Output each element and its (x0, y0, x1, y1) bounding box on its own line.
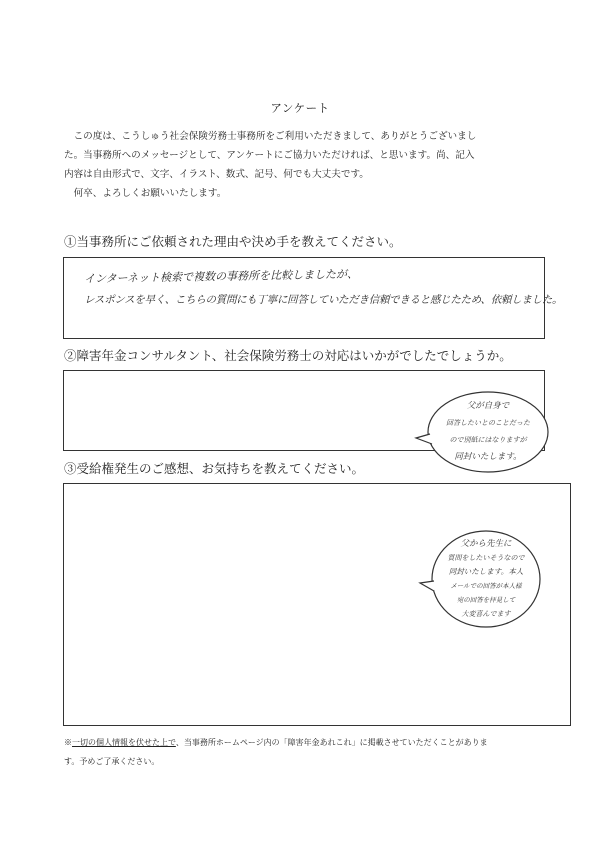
question-3-label: ③受給権発生のご感想、お気持ちを教えてください。 (64, 461, 365, 476)
privacy-note (64, 733, 544, 771)
question-1-answer-box (63, 257, 563, 339)
intro-line-1: この度は、こうしゅう社会保険労務士事務所をご利用いただきまして、ありがとうございまし (73, 131, 477, 142)
question-2-bubble-line-3: ので別紙にはなりますが (449, 436, 527, 444)
question-3-bubble-text (434, 537, 538, 621)
intro-line-2: た。当事務所へのメッセージとして、アンケートにご協力いただければ、と思います。尚、記入 (64, 150, 475, 161)
intro-line-4: 何卒、よろしくお願いいたします。 (73, 188, 227, 199)
question-3-bubble-line-1: 父から先生に (460, 539, 512, 549)
note-line-1-rest: 、当事務所ホームページ内の「障害年金あれこれ」に掲載させていただくことがありま (175, 738, 488, 747)
note-underlined: 一切の個人情報を伏せた上で (72, 738, 176, 747)
question-2-label: ②障害年金コンサルタント、社会保険労務士の対応はいかがでしたでしょうか。 (64, 348, 512, 363)
question-3-bubble-line-3: 同封いたします。本人 (448, 567, 524, 576)
question-3-bubble-line-6: 大変喜んでます (461, 610, 511, 618)
intro-text (64, 127, 544, 203)
intro-line-3: 内容は自由形式で、文字、イラスト、数式、記号、何でも大丈夫です。 (64, 169, 369, 180)
question-2-speech-bubble (412, 388, 552, 482)
question-2-bubble-line-2: 回答したいとのことだった (446, 419, 530, 427)
question-2-bubble-line-1: 父が自身で (466, 401, 510, 411)
question-3-speech-bubble (416, 527, 546, 635)
question-1-answer-line-1: インターネット検索で複数の事務所を比較しましたが、 (83, 267, 359, 286)
question-3-bubble-line-4: メールでの回答が本人様 (450, 582, 522, 590)
note-prefix: ※ (64, 738, 72, 747)
page-title: アンケート (270, 101, 330, 115)
question-1-answer-line-2: レスポンスを早く、こちらの質問にも丁寧に回答していただき信頼できると感じたため、依頼しました。 (84, 294, 563, 306)
question-3-bubble-line-5: 宛の回答を拝見して (456, 596, 516, 604)
question-2-bubble-line-4: 同封いたします。 (454, 452, 522, 462)
question-1-label: ①当事務所にご依頼された理由や決め手を教えてください。 (64, 234, 402, 249)
question-3-bubble-line-2: 質問をしたいそうなので (447, 554, 525, 562)
note-line-2: す。予めご了承ください。 (64, 757, 160, 766)
question-2-bubble-text (432, 398, 544, 466)
